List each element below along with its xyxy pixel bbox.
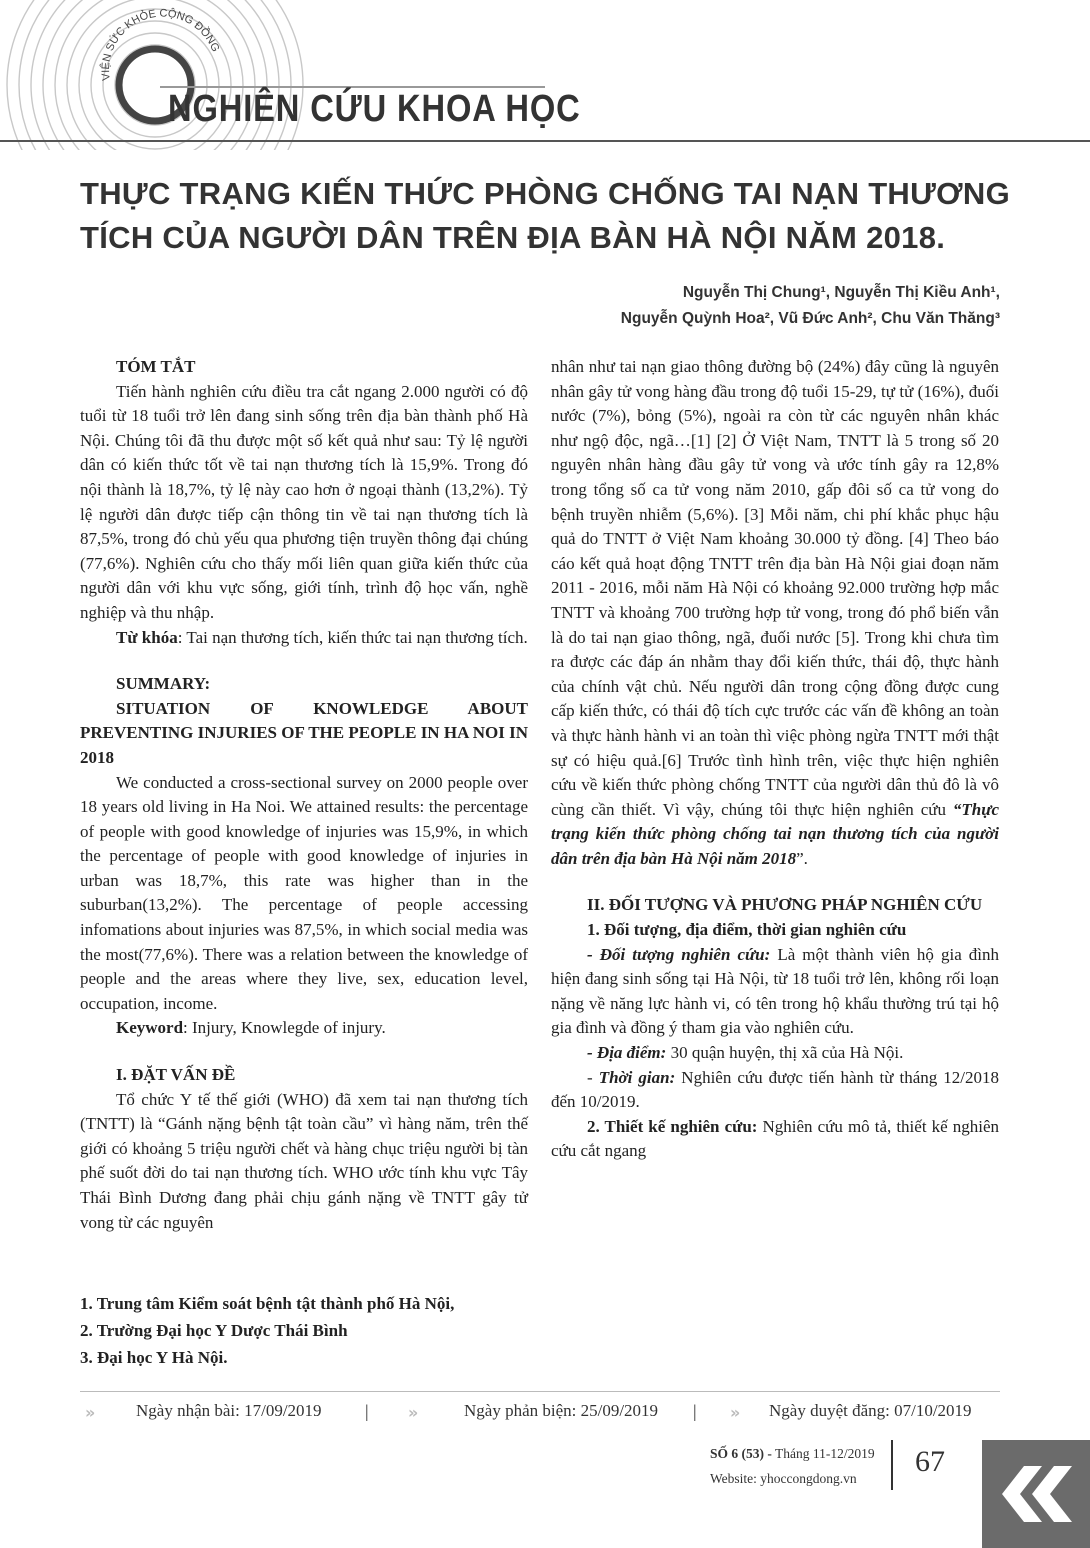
location-text: 30 quận huyện, thị xã của Hà Nội.	[666, 1043, 904, 1063]
subjects-label: - Đối tượng nghiên cứu:	[587, 944, 771, 964]
intro-continued-text: nhân như tai nạn giao thông đường bộ (24%) đây cũng là nguyên nhân gây tử vong hàng đầu trong độ tuổi 15-29, tự tử (16%), đuối nước (7%), bỏng (5%), ngoài ra còn từ các nguyên nhân khác như ngộ độc, ngã…[1] [2] Ở Việt Nam, TNTT là 5 trong số 20 nguyên nhân hàng đầu gây tử vong và ước tính gây ra 12,8% trong tổng số ca tử vong năm 2010, gấp đôi số ca tử vong do bệnh truyền nhiễm (5,6%). [3] Mỗi năm, chi phí khắc phục hậu quả do TNTT ở Việt Nam khoảng 30.000 tỷ đồng. [4] Theo báo cáo kết quả hoạt động TNTT trên địa bàn Hà Nội giai đoạn năm 2011 - 2016, mỗi năm Hà Nội có khoảng 92.000 trường hợp mắc TNTT và khoảng 700 trường hợp tử vong, trong đó phổ biến vẫn là do tai nạn giao thông, ngã, đuối nước [5]. Trong khi chưa tìm ra được các đáp án nhằm thay đổi kiến thức, thái độ, thực hành của chính vật chủ. Nếu người dân trong cộng đồng được cung cấp kiến thức, có thái độ tích cực trước các vấn đề không an toàn và thực hành hành vi an toàn thì việc phòng ngừa TNTT mới thật sự có hiệu quả.[6] Trước tình hình trên, việc thực hiện nghiên cứu về kiến thức phòng chống TNTT của người dân thủ đô là vô cùng cần thiết. Vì vậy, chúng tôi thực hiện nghiên cứu	[551, 357, 999, 819]
intro-heading: I. ĐẶT VẤN ĐỀ	[116, 1065, 236, 1085]
location-label: - Địa điểm:	[587, 1043, 667, 1063]
vn-keywords	[80, 626, 528, 651]
title-line-2: TÍCH CỦA NGƯỜI DÂN TRÊN ĐỊA BÀN HÀ NỘI NĂM 2018.	[80, 220, 946, 255]
time-label: Thời gian:	[598, 1067, 676, 1087]
time-text: Nghiên cứu được tiến hành từ tháng 12/2018 đến 10/2019.	[551, 1067, 999, 1112]
intro-continued	[551, 355, 999, 871]
approved-date: Ngày duyệt đăng: 07/10/2019	[769, 1401, 972, 1420]
authors-line-1: Nguyễn Thị Chung¹, Nguyễn Thị Kiều Anh¹,	[682, 284, 1000, 301]
summary-body: We conducted a cross-sectional survey on 2000 people over 18 years old living in Ha Noi. We attained results: the percentage of people with good knowledge of injuries was 15,9%, in which the percentage of people with good knowledge of injuries in urban was 18,7%, this rate was higher than in the suburban(13,2%). The percentage of people accessing infomations about injuries was 87,5%, in which social media was the most(77,6%). There was a relation between the knowledge of people and the areas where they live, sex, education level, occupation, income.	[80, 772, 528, 1013]
vn-keywords-label: Từ khóa	[116, 627, 178, 647]
chevron-icon: »	[408, 1403, 416, 1422]
en-keywords	[80, 1016, 528, 1041]
vn-keywords-text: : Tai nạn thương tích, kiến thức tai nạn thương tích.	[177, 627, 528, 647]
summary-heading: SUMMARY:	[116, 674, 211, 694]
chevron-icon: »	[85, 1403, 93, 1422]
affiliation-3: 3. Đại học Y Hà Nội.	[80, 1348, 228, 1367]
page-number: 67	[915, 1445, 945, 1478]
intro-continued-end: ”.	[796, 848, 808, 868]
chevron-icon: »	[730, 1403, 738, 1422]
corner-block	[982, 1440, 1090, 1548]
summary-title: SITUATION OF KNOWLEDGE ABOUT PREVENTING INJURIES OF THE PEOPLE IN HA NOI IN 2018	[80, 698, 528, 767]
abstract-heading: TÓM TẮT	[116, 357, 196, 376]
intro-body: Tổ chức Y tế thế giới (WHO) đã xem tai nạn thương tích (TNTT) là “Gánh nặng bệnh tật toàn cầu” vì hàng năm, trên thế giới có khoảng 5 triệu người chết và hàng chục triệu người bị tàn phế suốt đời do tai nạn thương tích. WHO ước tính khu vực Tây Thái Bình Dương đang phải chịu gánh nặng về TNTT gây tử vong từ các nguyên	[80, 1089, 528, 1232]
section-label: NGHIÊN CỨU KHOA HỌC	[168, 88, 581, 130]
time-prefix: -	[587, 1067, 599, 1087]
footer-divider	[891, 1440, 893, 1490]
issue-number: SỐ 6 (53) -	[710, 1446, 772, 1461]
double-chevron-left-icon	[982, 1440, 1090, 1548]
subjects-text: Là một thành viên hộ gia đình hiện đang sinh sống tại Hà Nội, từ 18 tuổi trở lên, không rối loạn nặng về năng lực hành vi, có tên trong hộ khẩu thường trú tại hộ gia đình và đồng ý tham gia vào nghiên cứu.	[551, 944, 999, 1038]
article-title	[80, 172, 1020, 260]
design-text: Nghiên cứu mô tả, thiết kế nghiên cứu cắt ngang	[551, 1116, 999, 1161]
title-line-1: THỰC TRẠNG KIẾN THỨC PHÒNG CHỐNG TAI NẠN THƯƠNG	[80, 176, 1010, 211]
affiliation-2: 2. Trường Đại học Y Dược Thái Bình	[80, 1321, 348, 1340]
reviewed-date: Ngày phản biện: 25/09/2019	[464, 1401, 659, 1420]
date-separator: |	[693, 1401, 697, 1421]
authors-line-2: Nguyễn Quỳnh Hoa², Vũ Đức Anh², Chu Văn Thăng³	[620, 310, 1000, 327]
study-title-quote: “Thực trạng kiến thức phòng chống tai nạn thương tích của người dân trên địa bàn Hà Nội năm 2018	[551, 799, 999, 868]
right-column	[551, 355, 999, 1164]
en-keywords-label: Keyword	[116, 1018, 184, 1038]
issue-info	[710, 1446, 875, 1462]
issue-month: Tháng 11-12/2019	[771, 1446, 875, 1461]
design-paragraph	[551, 1115, 999, 1164]
dates-rule	[80, 1391, 1000, 1392]
left-column	[80, 355, 528, 1235]
subjects-paragraph	[551, 943, 999, 1041]
website: Website: yhoccongdong.vn	[710, 1471, 857, 1486]
en-keywords-text: : Injury, Knowlegde of injury.	[183, 1018, 386, 1038]
header-bottom-rule	[0, 140, 1090, 142]
abstract-body: Tiến hành nghiên cứu điều tra cắt ngang 2.000 người có độ tuổi từ 18 tuổi trở lên đang sinh sống trên địa bàn thành phố Hà Nội. Chúng tôi đã thu được một số kết quả như sau: Tỷ lệ người dân có kiến thức tốt về tai nạn thương tích là 15,9%. Trong đó nội thành là 18,7%, tỷ lệ này cao hơn ở ngoại thành (13,2%). Tỷ lệ người dân được tiếp cận thông tin về tai nạn thương tích là 87,5%, trong đó chủ yếu qua phương tiện truyền thông đại chúng (77,6%). Nghiên cứu cho thấy mối liên quan giữa kiến thức của người dân với khu vực sống, giới tính, trình độ học vấn, nghề nghiệp và thu nhập.	[80, 381, 528, 622]
received-date: Ngày nhận bài: 17/09/2019	[136, 1401, 322, 1420]
affiliations	[80, 1290, 454, 1371]
methods-heading: II. ĐỐI TƯỢNG VÀ PHƯƠNG PHÁP NGHIÊN CỨU	[587, 895, 983, 915]
date-separator: |	[365, 1401, 369, 1421]
time-paragraph	[551, 1066, 999, 1115]
location-paragraph	[551, 1041, 999, 1066]
design-label: 2. Thiết kế nghiên cứu:	[587, 1116, 758, 1136]
affiliation-1: 1. Trung tâm Kiểm soát bệnh tật thành phố Hà Nội,	[80, 1294, 455, 1313]
institute-arc-text: VIỆN SỨC KHỎE CỘNG ĐỒNG	[99, 7, 222, 82]
subject-heading: 1. Đối tượng, địa điểm, thời gian nghiên cứu	[587, 920, 907, 940]
